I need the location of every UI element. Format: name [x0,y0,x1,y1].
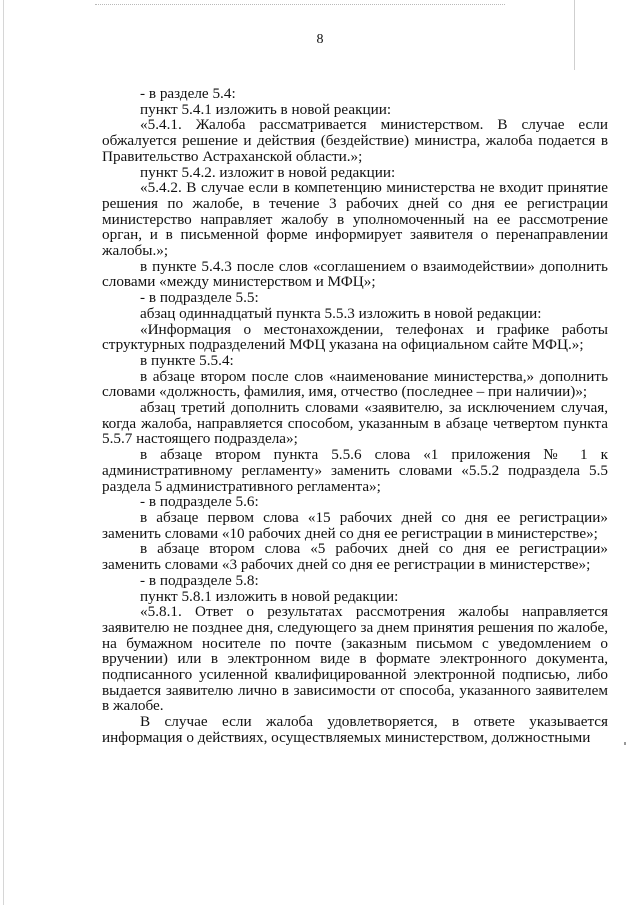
paragraph: в абзаце первом слова «15 рабочих дней со дня ее регистрации» заменить словами «10 рабочих дней со дня ее регистрации в министерстве»; [102,508,608,542]
paragraph: пункт 5.4.2. изложит в новой редакции: [140,163,396,181]
paragraph: в пункте 5.5.4: [140,351,234,369]
paragraph: пункт 5.4.1 изложить в новой реакции: [140,100,392,118]
paragraph: в абзаце втором слова «5 рабочих дней со дня ее регистрации» заменить словами «3 рабочих дней со дня ее регистрации в министерстве»; [102,540,608,574]
paragraph: «Информация о местонахождении, телефонах и графике работы структурных подразделений МФЦ указана на официальном сайте МФЦ.»; [102,320,608,354]
paragraph: пункт 5.8.1 изложить в новой редакции: [140,587,399,605]
paragraph: в абзаце втором пункта 5.5.6 слова «1 приложения № 1 к административному регламенту» заменить словами «5.5.2 подраздела 5.5 раздела 5 административного регламента»; [102,446,608,495]
scan-edge-left [3,0,4,905]
paragraph: в пункте 5.4.3 после слов «соглашением о взаимодействии» дополнить словами «между министерством и МФЦ»; [102,257,608,291]
paragraph: «5.8.1. Ответ о результатах рассмотрения жалобы направляется заявителю не позднее дня, следующего за днем принятия решения по жалобе, на бумажном носителе по почте (заказным письмом с уведомлением о вручении) или в электронном виде в формате электронного документа, подписанного усиленной квалифицированной электронной подписью, либо выдается заявителю лично в зависимости от способа, указанного заявителем в жалобе. [102,603,608,715]
scan-speck [624,742,626,745]
scan-edge-top [95,4,505,7]
paragraph: в абзаце втором после слов «наименование министерства,» дополнить словами «должность, фамилия, имя, отчество (последнее – при наличии)»; [102,367,608,401]
paragraph: «5.4.2. В случае если в компетенцию министерства не входит принятие решения по жалобе, в течение 3 рабочих дней со дня ее регистрации министерство направляет жалобу в уполномоченный на ее рассмотрение орган, и в письменной форме информирует заявителя о перенаправлении жалобы.»; [102,179,608,260]
paragraph: абзац одиннадцатый пункта 5.5.3 изложить в новой редакции: [140,304,542,322]
paragraph: «5.4.1. Жалоба рассматривается министерством. В случае если обжалуется решение и действия (бездействие) министра, жалоба подается в Правительство Астраханской области.»; [102,116,608,165]
paragraph: - в подразделе 5.8: [140,571,259,589]
paragraph: абзац третий дополнить словами «заявителю, за исключением случая, когда жалоба, направляется способом, указанным в абзаце четвертом пункта 5.5.7 настоящего подраздела»; [102,399,608,448]
paragraph: - в разделе 5.4: [140,85,236,102]
paragraph: - в подразделе 5.6: [140,493,259,511]
paragraph: В случае если жалоба удовлетворяется, в ответе указывается информация о действиях, осуществляемых министерством, должностными [102,713,608,746]
paragraph: - в подразделе 5.5: [140,289,259,307]
document-body [102,86,608,746]
page-number: 8 [316,32,324,47]
